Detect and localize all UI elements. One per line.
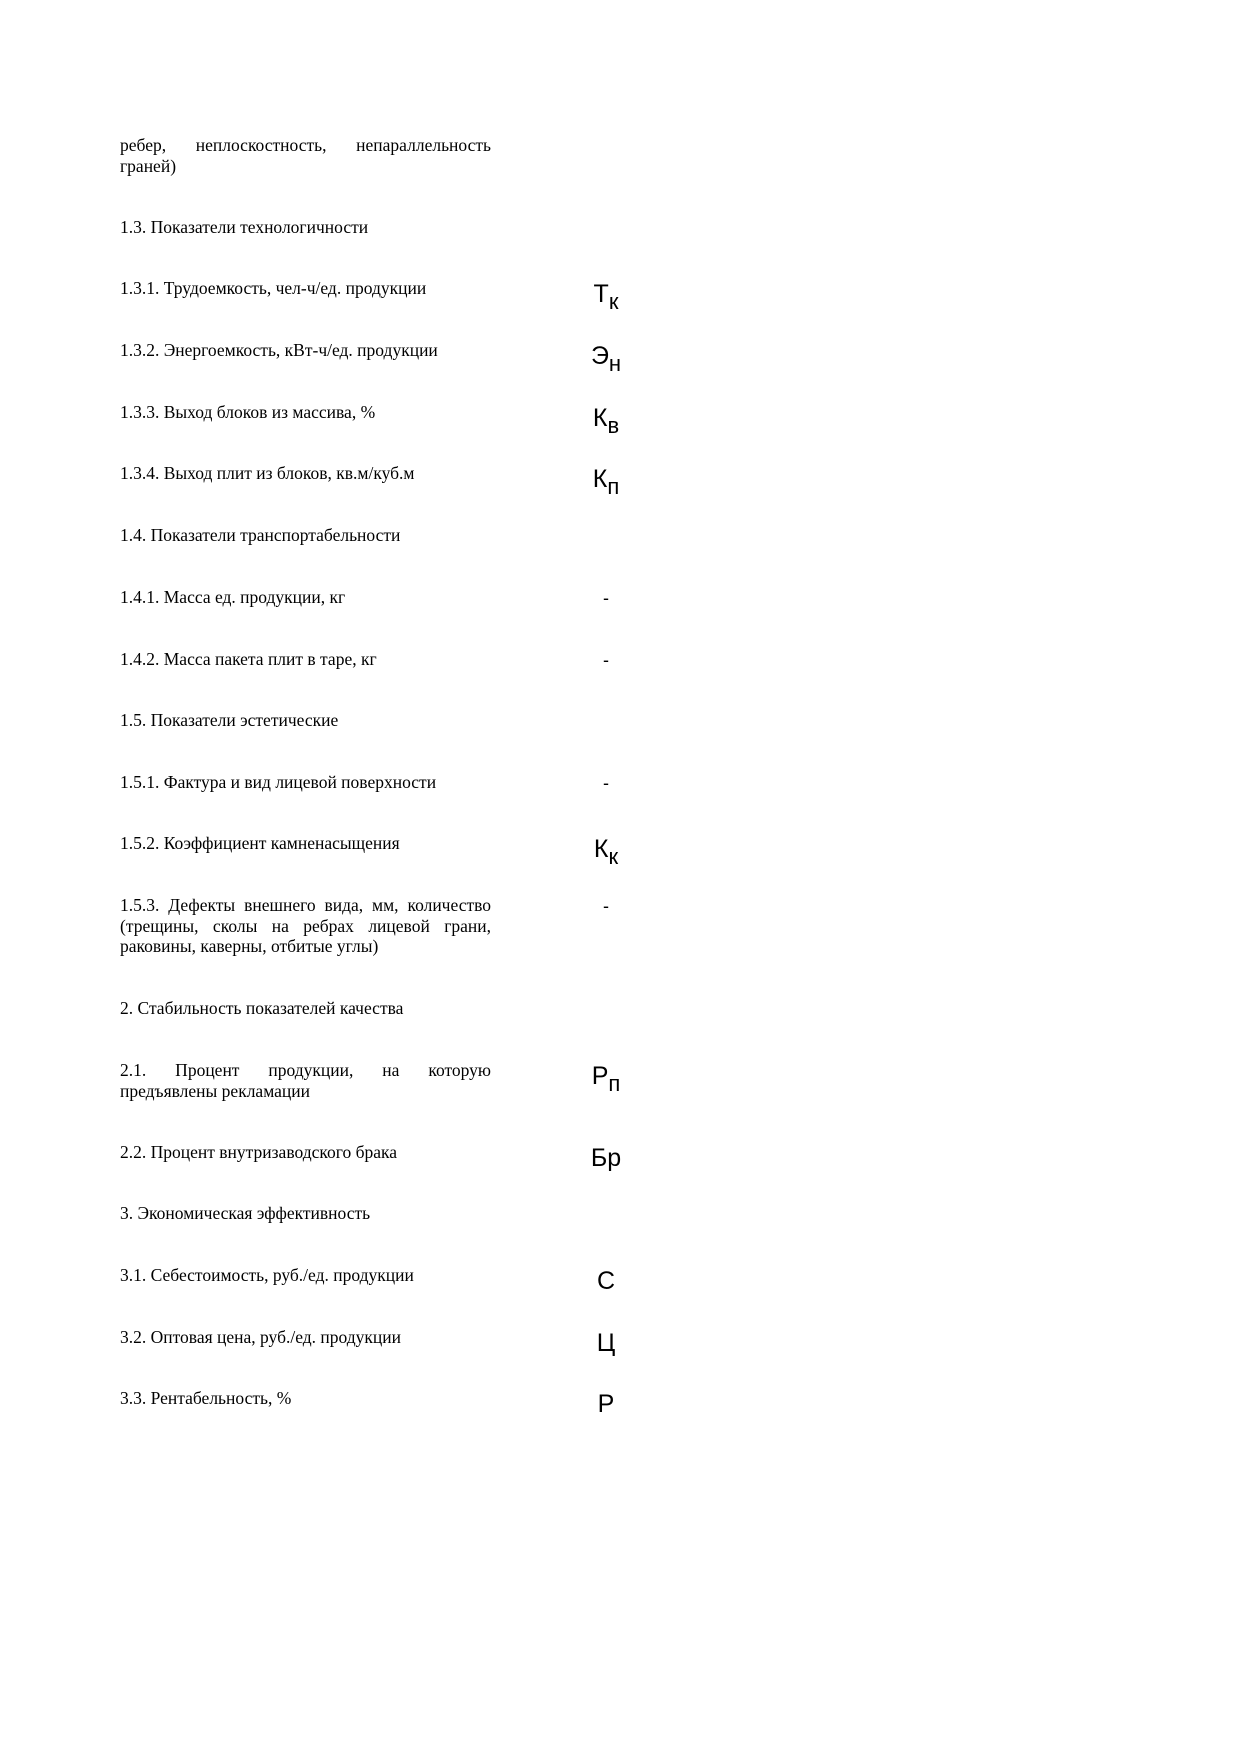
indicator-label: 1.5.3. Дефекты внешнего вида, мм, количество (трещины, сколы на ребрах лицевой грани, раковины, каверны, отбитые углы): [120, 895, 491, 956]
section-heading: 1.4. Показатели транспортабельности: [120, 525, 401, 545]
indicator-label: 3.2. Оптовая цена, руб./ед. продукции: [120, 1327, 402, 1347]
indicator-label: 1.5.2. Коэффициент камненасыщения: [120, 833, 400, 853]
indicator-label: 3.3. Рентабельность, %: [120, 1388, 292, 1408]
symbol-main: К: [592, 465, 608, 493]
indicator-label: 1.4.2. Масса пакета плит в таре, кг: [120, 649, 377, 669]
indicator-label: 1.3.1. Трудоемкость, чел-ч/ед. продукции: [120, 278, 427, 298]
symbol-subscript: к: [608, 289, 619, 314]
indicator-symbol: -: [603, 896, 609, 916]
symbol-subscript: в: [607, 413, 620, 438]
indicator-label: 1.3.3. Выход блоков из массива, %: [120, 402, 376, 422]
indicator-label: 2.1. Процент продукции, на которую предъявлены рекламации: [120, 1060, 491, 1101]
indicator-symbol: [550, 1062, 662, 1096]
indicator-label: 2.2. Процент внутризаводского брака: [120, 1142, 398, 1162]
symbol-subscript: к: [608, 844, 619, 869]
symbol-subscript: н: [608, 351, 622, 376]
indicator-symbol: -: [603, 650, 609, 670]
section-heading: 2. Стабильность показателей качества: [120, 998, 404, 1018]
indicator-symbol: [550, 835, 662, 869]
indicator-symbol: Ц: [596, 1329, 616, 1357]
section-heading: 1.3. Показатели технологичности: [120, 217, 369, 237]
indicator-symbol: Р: [597, 1390, 615, 1418]
indicator-symbol: [550, 280, 662, 314]
indicator-symbol: [550, 404, 662, 438]
indicator-label: ребер, неплоскостность, непараллельность граней): [120, 135, 491, 176]
indicator-symbol: С: [596, 1267, 616, 1295]
indicator-symbol: Бр: [590, 1144, 622, 1172]
symbol-main: Э: [590, 342, 609, 370]
symbol-main: Р: [591, 1062, 609, 1090]
indicator-symbol: [550, 342, 662, 376]
symbol-subscript: п: [608, 1071, 621, 1096]
indicator-symbol: -: [603, 588, 609, 608]
section-heading: 3. Экономическая эффективность: [120, 1203, 371, 1223]
indicator-symbol: [550, 465, 662, 499]
symbol-subscript: п: [607, 474, 620, 499]
indicator-label: 1.5.1. Фактура и вид лицевой поверхности: [120, 772, 437, 792]
section-heading: 1.5. Показатели эстетические: [120, 710, 339, 730]
indicator-label: 1.3.4. Выход плит из блоков, кв.м/куб.м: [120, 463, 415, 483]
symbol-main: К: [593, 835, 609, 863]
indicator-label: 1.3.2. Энергоемкость, кВт-ч/ед. продукции: [120, 340, 438, 360]
indicator-label: 1.4.1. Масса ед. продукции, кг: [120, 587, 346, 607]
indicator-label: 3.1. Себестоимость, руб./ед. продукции: [120, 1265, 414, 1285]
symbol-main: Т: [593, 280, 609, 308]
indicator-symbol: -: [603, 773, 609, 793]
symbol-main: К: [592, 404, 608, 432]
